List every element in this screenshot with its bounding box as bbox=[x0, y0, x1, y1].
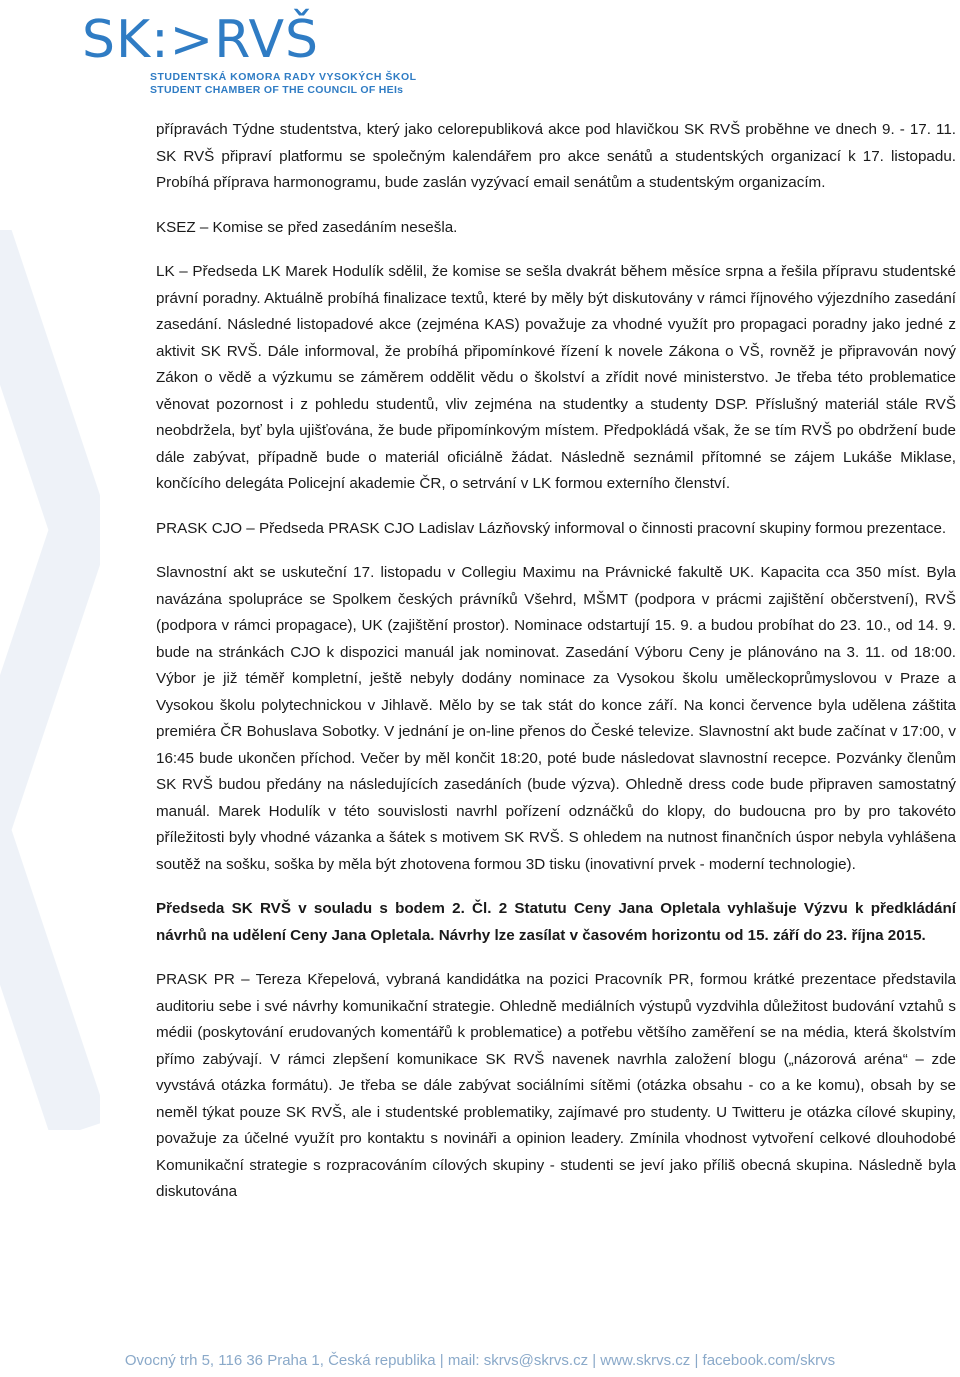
paragraph-prask-pr: PRASK PR – Tereza Křepelová, vybraná kandidátka na pozici Pracovník PR, formou krátké prezentace představila auditoriu sebe i své návrhy komunikační strategie. Ohledně mediálních výstupů vyzdvihla důležitost budování vztahů s médii (poskytování erudovaných komentářů k problematice) a potřebu většího zaměření se na média, která školstvím přímo zabývají. V rámci zlepšení komunikace SK RVŠ navenek navrhla založení blogu („názorová aréna“ – zde vyvstává otázka formátu). Je třeba se dále zabývat sociálními sítěmi (otázka obsahu - co a ke komu), obsah by se neměl týkat pouze SK RVŠ, ale i studentské problematiky, zajímavé pro studenty. U Twitteru je otázka cílové skupiny, považuje za účelné využít pro kontaktu s novináři a opinion leadery. Zmínila vhodnost vytvoření celkové dlouhodobé Komunikační strategie s rozpracováním cílových skupiny - studenti se jeví jako příliš obecná skupina. Následně byla diskutována bbox=[156, 971, 956, 1200]
organization-logo bbox=[82, 10, 417, 98]
watermark-logo-shape bbox=[0, 230, 100, 1130]
paragraph-ksez: KSEZ – Komise se před zasedáním nesešla. bbox=[156, 218, 458, 236]
paragraph-ceremony: Slavnostní akt se uskuteční 17. listopadu v Collegiu Maximu na Právnické fakultě UK. Kapacita cca 350 míst. Byla navázána spolupráce se Spolkem českých právníků Všehrd, MŠMT (podpora v prácmi zajištění občerstvení), RVŠ (podpora v rámci propagace), UK (zajištění prostor). Nominace odstartují 15. 9. a budou probíhat do 23. 10., od 14. 9. bude na stránkách CJO k dispozici manuál jak nominovat. Zasedání Výboru Ceny je plánováno na 3. 11. od 18:00. Výbor je již téměř kompletní, ještě nebyly dodány nominace za Vysokou školu uměleckoprůmyslovou v Praze a Vysokou školu polytechnickou v Jihlavě. Mělo by se tak stát do konce září. Na konci července byla udělena záštita premiéra ČR Bohuslava Sobotky. V jednání je on-line přenos do České televize. Slavnostní akt bude začínat v 17:00, v 16:45 bude ukončen příchod. Večer by měl končit 18:20, poté bude následovat slavnostní recepce. Pozvánky členům SK RVŠ budou předány na následujících zasedáních (bude výzva). Ohledně dress code bude připraven samostatný manuál. Marek Hodulík v této souvislosti navrhl pořízení odznáčků do klopy, do budoucna pro by pro takovéto příležitosti byly vhodné vázanka a šátek s motivem SK RVŠ. S ohledem na nutnost finančních úspor nebyla vyhlášena soutěž na sošku, soška by měla být zhotovena formou 3D tisku (inovativní prvek - moderní technologie). bbox=[156, 564, 956, 873]
paragraph-lk: LK – Předseda LK Marek Hodulík sdělil, že komise se sešla dvakrát během měsíce srpna a řešila přípravu studentské právní poradny. Aktuálně probíhá finalizace textů, které by měly být diskutovány v rámci říjnového výjezdního zasedání zasedání. Následné listopadové akce (zejména KAS) považuje za vhodné využít pro propagaci poradny jako jedné z aktivit SK RVŠ. Dále informoval, že probíhá připomínkové řízení k novele Zákona o VŠ, rovněž je připravován nový Zákon o vědě a výzkumu se záměrem oddělit vědu o školství a zřídit nové ministerstvo. Je třeba této problematice věnovat pozornost i z pohledu studentů, vliv zejména na studentky a studenty DSP. Příslušný materiál stále RVŠ neobdržela, byť byla ujišťována, že bude připomínkovým místem. Předpokládá však, že se tím RVŠ po obdržení bude dále zabývat, případně bude o materiál oficiálně žádat. Následně seznámil přítomné se zájem Lukáše Miklase, končícího delegáta Policejní akademie ČR, o setrvání v LK formou externího členství. bbox=[156, 263, 956, 492]
logo-mark: SK:>RVŠ bbox=[82, 10, 320, 70]
paragraph-award-call: Předseda SK RVŠ v souladu s bodem 2. Čl. 2 Statutu Ceny Jana Opletala vyhlašuje Výzvu k předkládání návrhů na udělení Ceny Jana Opletala. Návrhy lze zasílat v časovém horizontu od 15. září do 23. října 2015. bbox=[156, 900, 956, 944]
paragraph-week-of-students: přípravách Týdne studentstva, který jako celorepubliková akce pod hlavičkou SK RVŠ proběhne ve dnech 9. - 17. 11. SK RVŠ připraví platformu se společným kalendářem pro akce senátů a studentských organizací k 17. listopadu. Probíhá příprava harmonogramu, bude zaslán vyzývací email senátům a studentským organizacím. bbox=[156, 121, 956, 191]
paragraph-prask-cjo: PRASK CJO – Předseda PRASK CJO Ladislav Lázňovský informoval o činnosti pracovní skupiny formou prezentace. bbox=[156, 519, 947, 537]
logo-subtitle-czech: STUDENTSKÁ KOMORA RADY VYSOKÝCH ŠKOL bbox=[150, 71, 417, 83]
document-body bbox=[156, 117, 956, 1224]
logo-subtitle-english: STUDENT CHAMBER OF THE COUNCIL OF HEIs bbox=[150, 84, 404, 96]
page-footer: Ovocný trh 5, 116 36 Praha 1, Česká republika | mail: skrvs@skrvs.cz | www.skrvs.cz | facebook.com/skrvs bbox=[124, 1352, 836, 1369]
